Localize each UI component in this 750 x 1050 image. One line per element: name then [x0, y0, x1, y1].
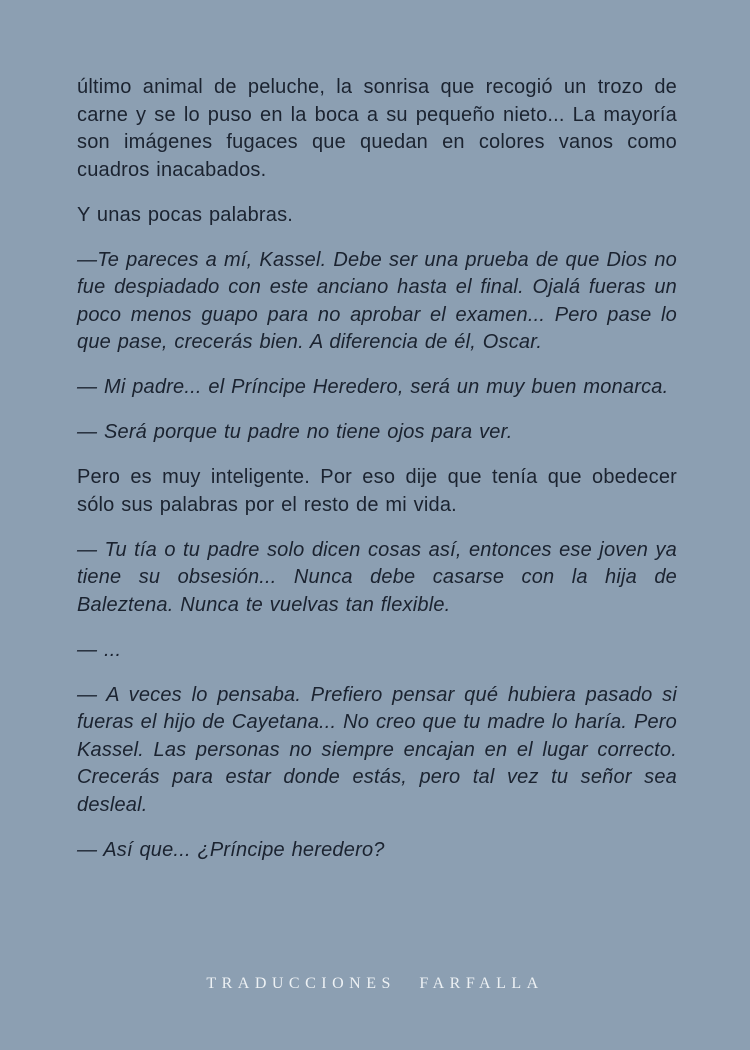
dialogue-paragraph: — Así que... ¿Príncipe heredero?: [77, 838, 385, 861]
narration-paragraph: Y unas pocas palabras.: [77, 203, 294, 226]
dialogue-paragraph: — Será porque tu padre no tiene ojos para ver.: [77, 421, 513, 443]
translator-credit: TRADUCCIONES FARFALLA: [206, 975, 544, 992]
text-column: [77, 74, 677, 882]
dialogue-paragraph: — A veces lo pensaba. Prefiero pensar qué hubiera pasado si fueras el hijo de Cayetana... No creo que tu madre lo haría. Pero Kassel. Las personas no siempre encajan en el lugar correcto. Crecerás para estar donde estás, pero tal vez tu señor sea desleal.: [77, 683, 677, 816]
dialogue-paragraph: —Te pareces a mí, Kassel. Debe ser una prueba de que Dios no fue despiadado con este anciano hasta el final. Ojalá fueras un poco menos guapo para no aprobar el examen... Pero pase lo que pase, crecerás bien. A diferencia de él, Oscar.: [77, 248, 677, 353]
dialogue-paragraph: — Tu tía o tu padre solo dicen cosas así, entonces ese joven ya tiene su obsesión... Nunca debe casarse con la hija de Baleztena. Nunca te vuelvas tan flexible.: [77, 538, 677, 616]
narration-paragraph: Pero es muy inteligente. Por eso dije que tenía que obedecer sólo sus palabras por el resto de mi vida.: [77, 466, 677, 516]
dialogue-paragraph: — ...: [77, 638, 122, 661]
narration-paragraph: último animal de peluche, la sonrisa que recogió un trozo de carne y se lo puso en la boca a su pequeño nieto... La mayoría son imágenes fugaces que quedan en colores vanos como cuadros inacabados.: [77, 76, 677, 181]
dialogue-paragraph: — Mi padre... el Príncipe Heredero, será un muy buen monarca.: [77, 376, 669, 398]
